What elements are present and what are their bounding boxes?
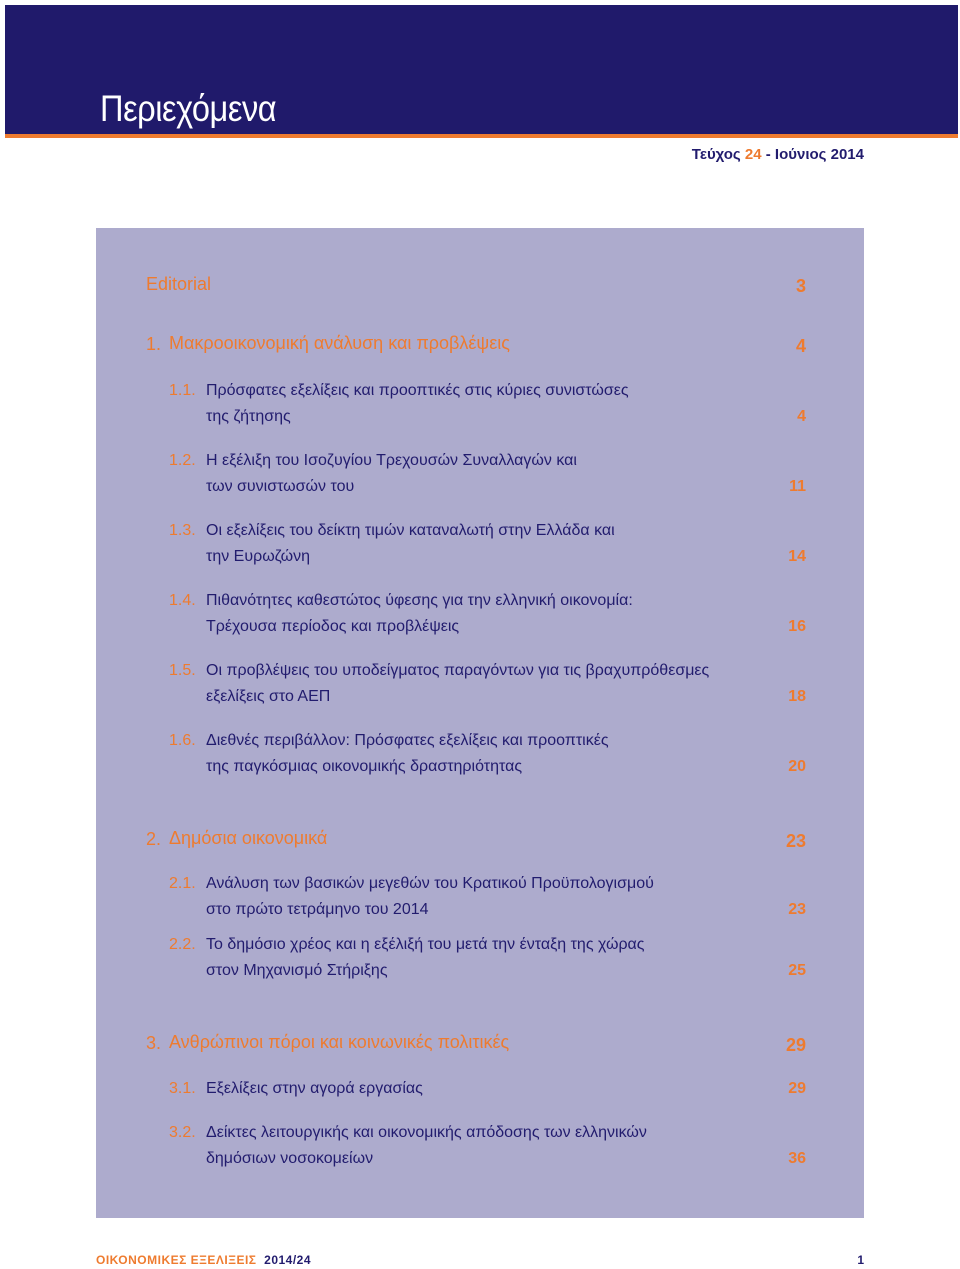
toc-number: 1.	[146, 334, 162, 354]
toc-title-line2: της παγκόσμιας οικονομικής δραστηριότητας	[206, 758, 523, 775]
toc-page: 29	[785, 1035, 806, 1055]
toc-page: 18	[788, 688, 806, 705]
toc-number: 3.	[146, 1033, 162, 1053]
toc-page: 23	[785, 831, 806, 851]
toc-title-line1: Οι προβλέψεις του υποδείγματος παραγόντων για τις βραχυπρόθεσμες	[206, 662, 710, 679]
toc-title: Δημόσια οικονομικά	[169, 828, 328, 848]
toc-page: 4	[795, 336, 806, 356]
footer-publication-name: ΟΙΚΟΝΟΜΙΚΕΣ ΕΞΕΛΙΞΕΙΣ	[96, 1253, 257, 1267]
toc-page: 29	[788, 1080, 806, 1097]
toc-title: Μακροοικονομική ανάλυση και προβλέψεις	[169, 333, 510, 353]
toc-number: 2.2.	[169, 936, 196, 953]
toc-page: 23	[788, 901, 806, 918]
toc-number: 1.2.	[169, 452, 196, 469]
footer-publication	[96, 1253, 311, 1267]
toc-title-line2: Τρέχουσα περίοδος και προβλέψεις	[206, 618, 460, 635]
toc-number: 1.3.	[169, 522, 196, 539]
page-title: Περιεχόμενα	[100, 88, 277, 129]
toc-title-line1: Δείκτες λειτουργικής και οικονομικής απόδοσης των ελληνικών	[206, 1124, 647, 1141]
toc-title: Ανθρώπινοι πόροι και κοινωνικές πολιτικές	[169, 1032, 510, 1052]
toc-page: 16	[788, 618, 806, 635]
toc-title-line1: Πιθανότητες καθεστώτος ύφεσης για την ελληνική οικονομία:	[206, 592, 633, 609]
toc-number: 1.5.	[169, 662, 196, 679]
toc-number: 1.1.	[169, 382, 196, 399]
footer-issue: 2014/24	[264, 1253, 312, 1267]
toc-title-line2: στο πρώτο τετράμηνο του 2014	[206, 901, 429, 918]
toc-title-line1: Ανάλυση των βασικών μεγεθών του Κρατικού Προϋπολογισμού	[206, 875, 654, 892]
toc-title: Editorial	[146, 274, 212, 294]
toc-title-line1: Οι εξελίξεις του δείκτη τιμών καταναλωτή στην Ελλάδα και	[206, 522, 615, 539]
toc-number: 3.1.	[169, 1080, 196, 1097]
toc-title-line1: Διεθνές περιβάλλον: Πρόσφατες εξελίξεις και προοπτικές	[206, 732, 609, 749]
issue-number: 24	[744, 146, 762, 163]
toc-number: 1.6.	[169, 732, 196, 749]
toc-title-line2: της ζήτησης	[206, 408, 291, 425]
toc-page: 4	[797, 408, 806, 425]
toc-number: 3.2.	[169, 1124, 196, 1141]
toc-number: 2.	[146, 829, 162, 849]
toc-title-line2: την Ευρωζώνη	[206, 548, 311, 565]
toc-page: 20	[788, 758, 806, 775]
toc-title-line2: εξελίξεις στο ΑΕΠ	[206, 688, 331, 705]
toc-panel	[96, 228, 864, 1218]
toc-page: 25	[788, 962, 806, 979]
toc-title-line2: στον Μηχανισμό Στήριξης	[206, 962, 388, 979]
toc-title-line1: Η εξέλιξη του Ισοζυγίου Τρεχουσών Συναλλαγών και	[206, 452, 577, 469]
toc-title-line1: Πρόσφατες εξελίξεις και προοπτικές στις κύριες συνιστώσες	[206, 382, 629, 399]
toc-number: 2.1.	[169, 875, 196, 892]
issue-prefix: Τεύχος	[691, 146, 745, 163]
toc-page: 3	[795, 276, 806, 296]
toc-number: 1.4.	[169, 592, 196, 609]
toc-title-line1: Το δημόσιο χρέος και η εξέλιξή του μετά την ένταξη της χώρας	[206, 936, 645, 953]
toc-title-line2: δημόσιων νοσοκομείων	[206, 1150, 374, 1167]
issue-info	[692, 146, 864, 163]
header-banner	[5, 5, 958, 134]
issue-suffix: - Ιούνιος 2014	[761, 146, 864, 163]
header-accent-line	[5, 134, 958, 138]
toc-page: 14	[788, 548, 806, 565]
toc-page: 11	[789, 478, 806, 495]
table-of-contents	[96, 228, 864, 1218]
toc-title-line1: Εξελίξεις στην αγορά εργασίας	[206, 1080, 423, 1097]
toc-page: 36	[788, 1150, 806, 1167]
footer-page-number: 1	[857, 1253, 864, 1267]
toc-title-line2: των συνιστωσών του	[206, 478, 355, 495]
